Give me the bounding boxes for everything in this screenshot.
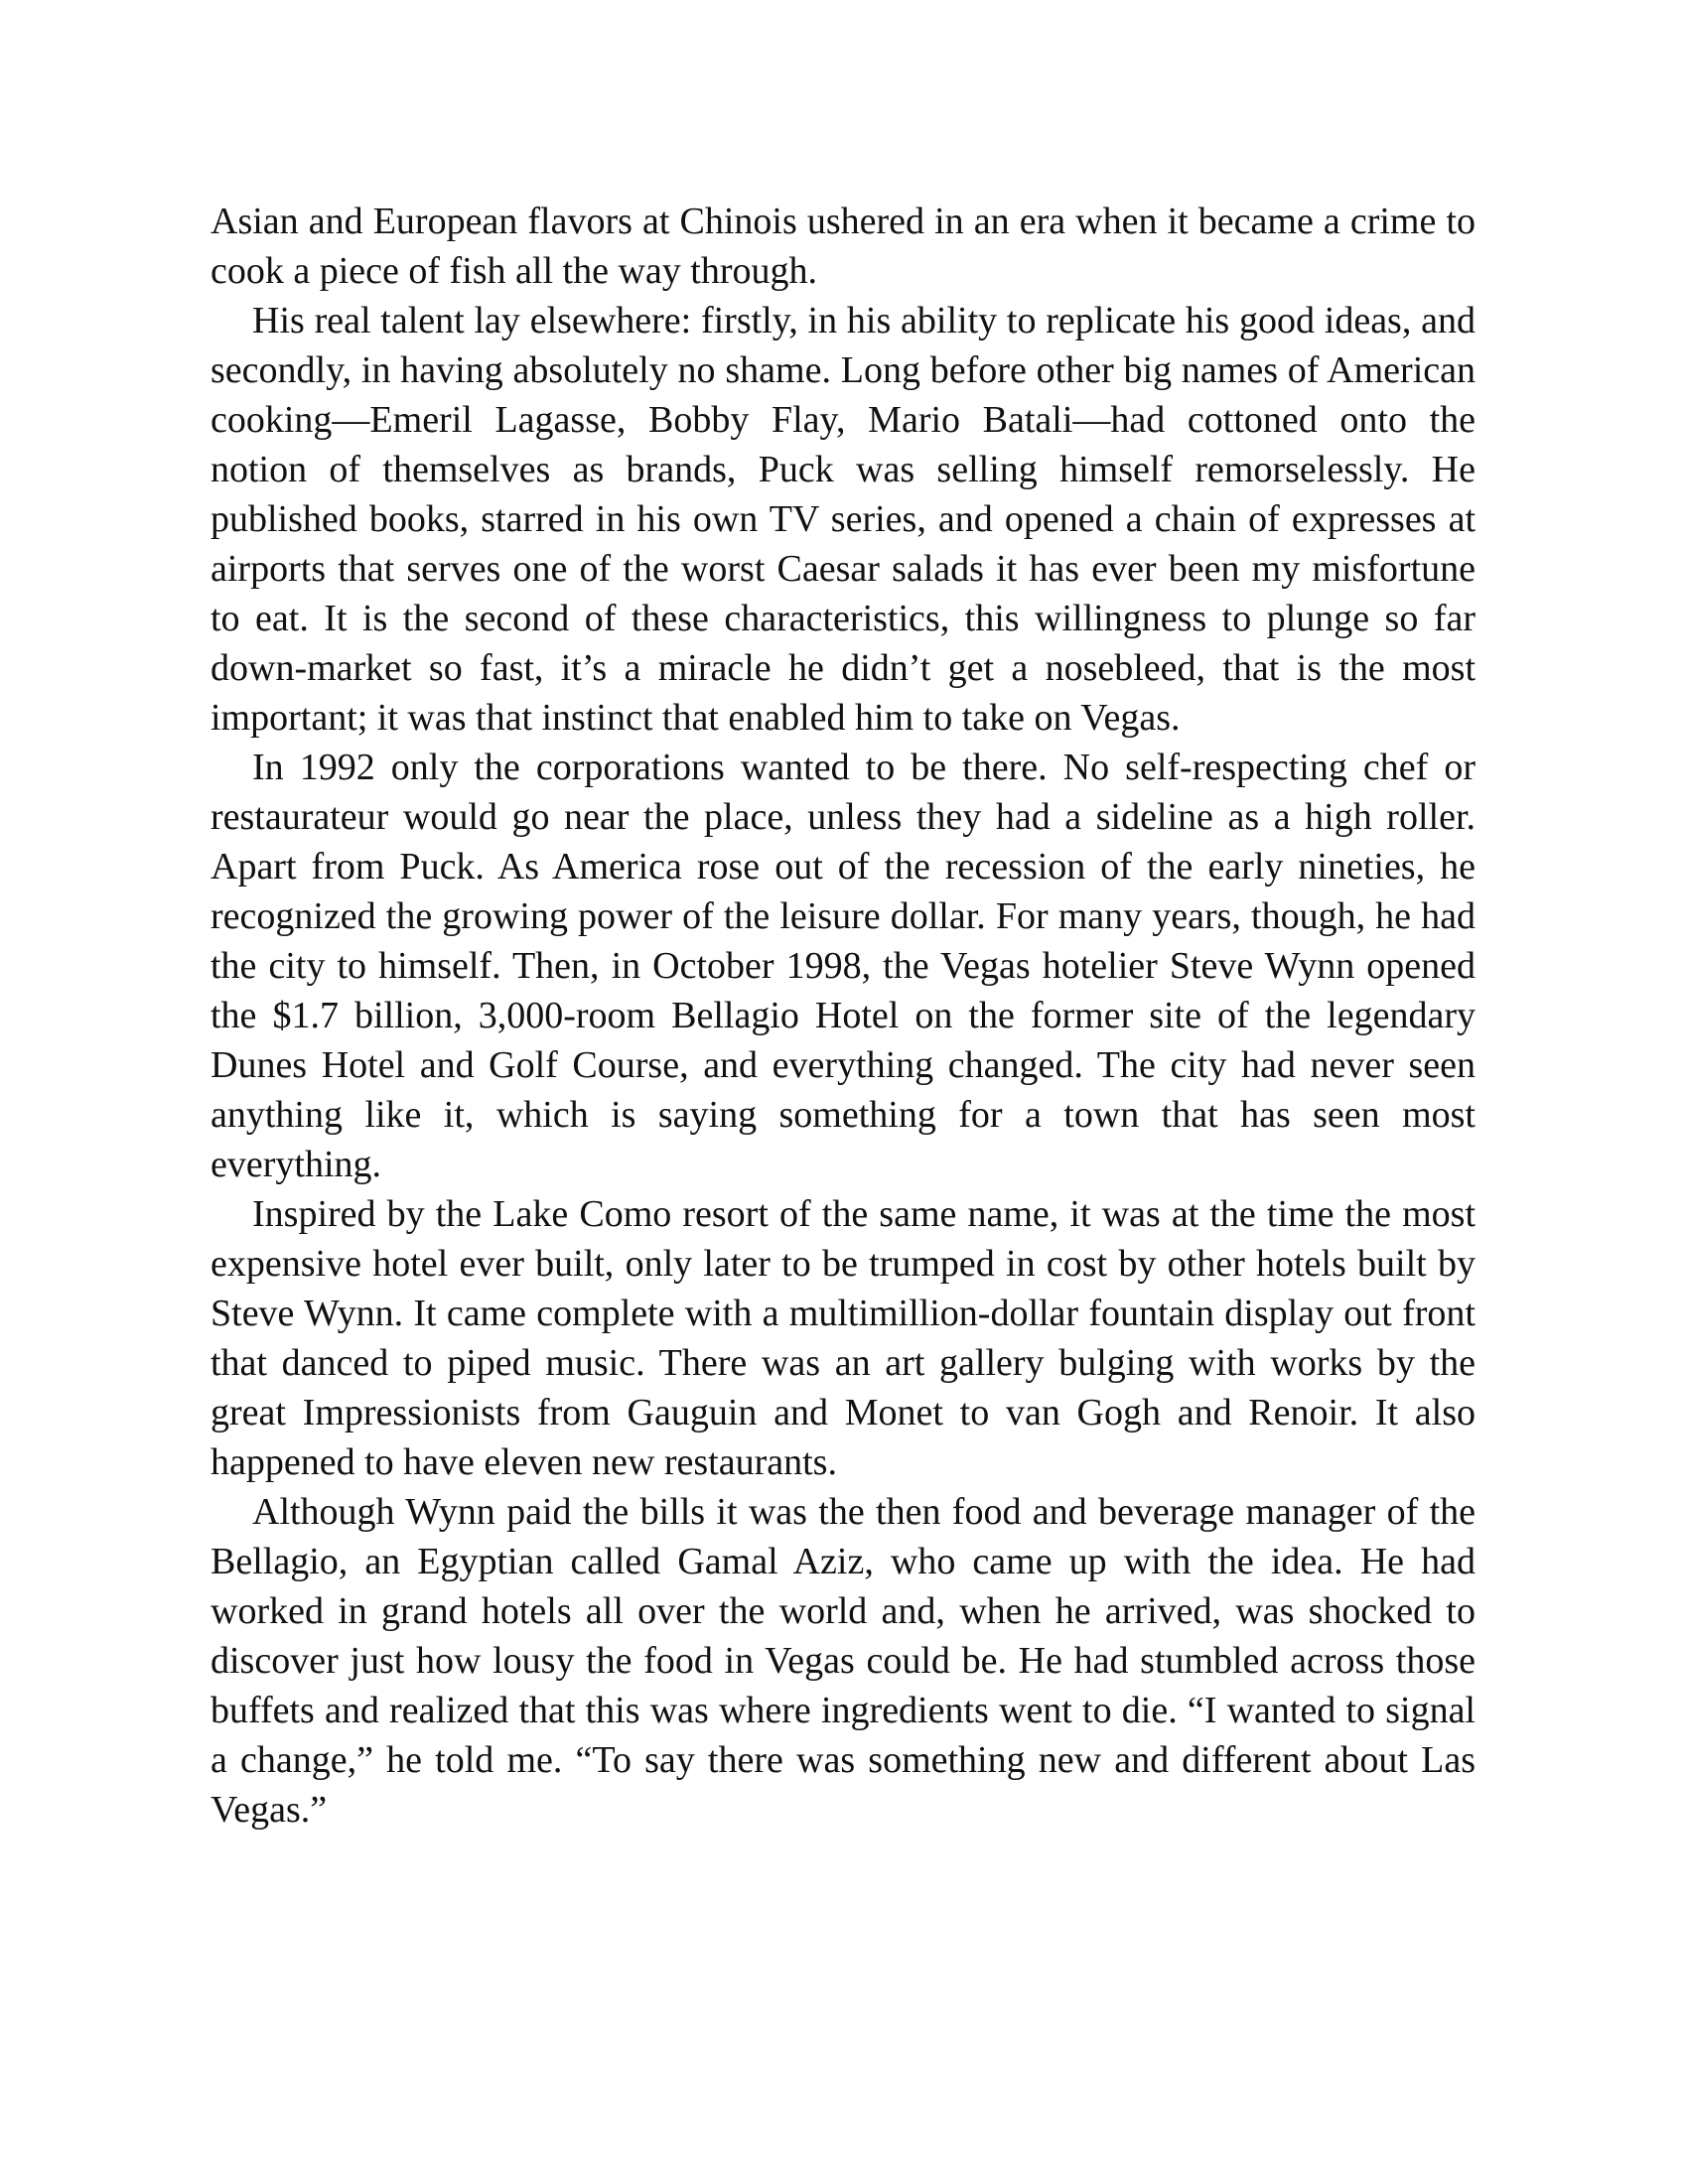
- paragraph-puck-talent: His real talent lay elsewhere: firstly, in his ability to replicate his good ideas, and secondly, in having absolutely no shame. Long before other big names of American cooking—Emeril Lagasse, Bobby Flay, Mario Batali—had cottoned onto the notion of themselves as brands, Puck was selling himself remorselessly. He published books, starred in his own TV series, and opened a chain of expresses at airports that serves one of the worst Caesar salads it has ever been my misfortune to eat. It is the second of these characteristics, this willingness to plunge so far down-market so fast, it’s a miracle he didn’t get a nosebleed, that is the most important; it was that instinct that enabled him to take on Vegas.: [211, 300, 1476, 739]
- paragraph-bellagio-description: Inspired by the Lake Como resort of the same name, it was at the time the most expensive hotel ever built, only later to be trumped in cost by other hotels built by Steve Wynn. It came complete with a multimillion-dollar fountain display out front that danced to piped music. There was an art gallery bulging with works by the great Impressionists from Gauguin and Monet to van Gogh and Renoir. It also happened to have eleven new restaurants.: [211, 1193, 1476, 1483]
- paragraph-1992-vegas: In 1992 only the corporations wanted to be there. No self-respecting chef or restaurateur would go near the place, unless they had a sideline as a high roller. Apart from Puck. As America rose out of the recession of the early nineties, he recognized the growing power of the leisure dollar. For many years, though, he had the city to himself. Then, in October 1998, the Vegas hotelier Steve Wynn opened the $1.7 billion, 3,000-room Bellagio Hotel on the former site of the legendary Dunes Hotel and Golf Course, and everything changed. The city had never seen anything like it, which is saying something for a town that has seen most everything.: [211, 747, 1476, 1185]
- paragraph-continuation: Asian and European flavors at Chinois ushered in an era when it became a crime to cook a piece of fish all the way through.: [211, 201, 1476, 292]
- paragraph-gamal-aziz: Although Wynn paid the bills it was the then food and beverage manager of the Bellagio, an Egyptian called Gamal Aziz, who came up with the idea. He had worked in grand hotels all over the world and, when he arrived, was shocked to discover just how lousy the food in Vegas could be. He had stumbled across those buffets and realized that this was where ingredients went to die. “I wanted to signal a change,” he told me. “To say there was something new and different about Las Vegas.”: [211, 1491, 1476, 1831]
- page-body: [211, 197, 1476, 1835]
